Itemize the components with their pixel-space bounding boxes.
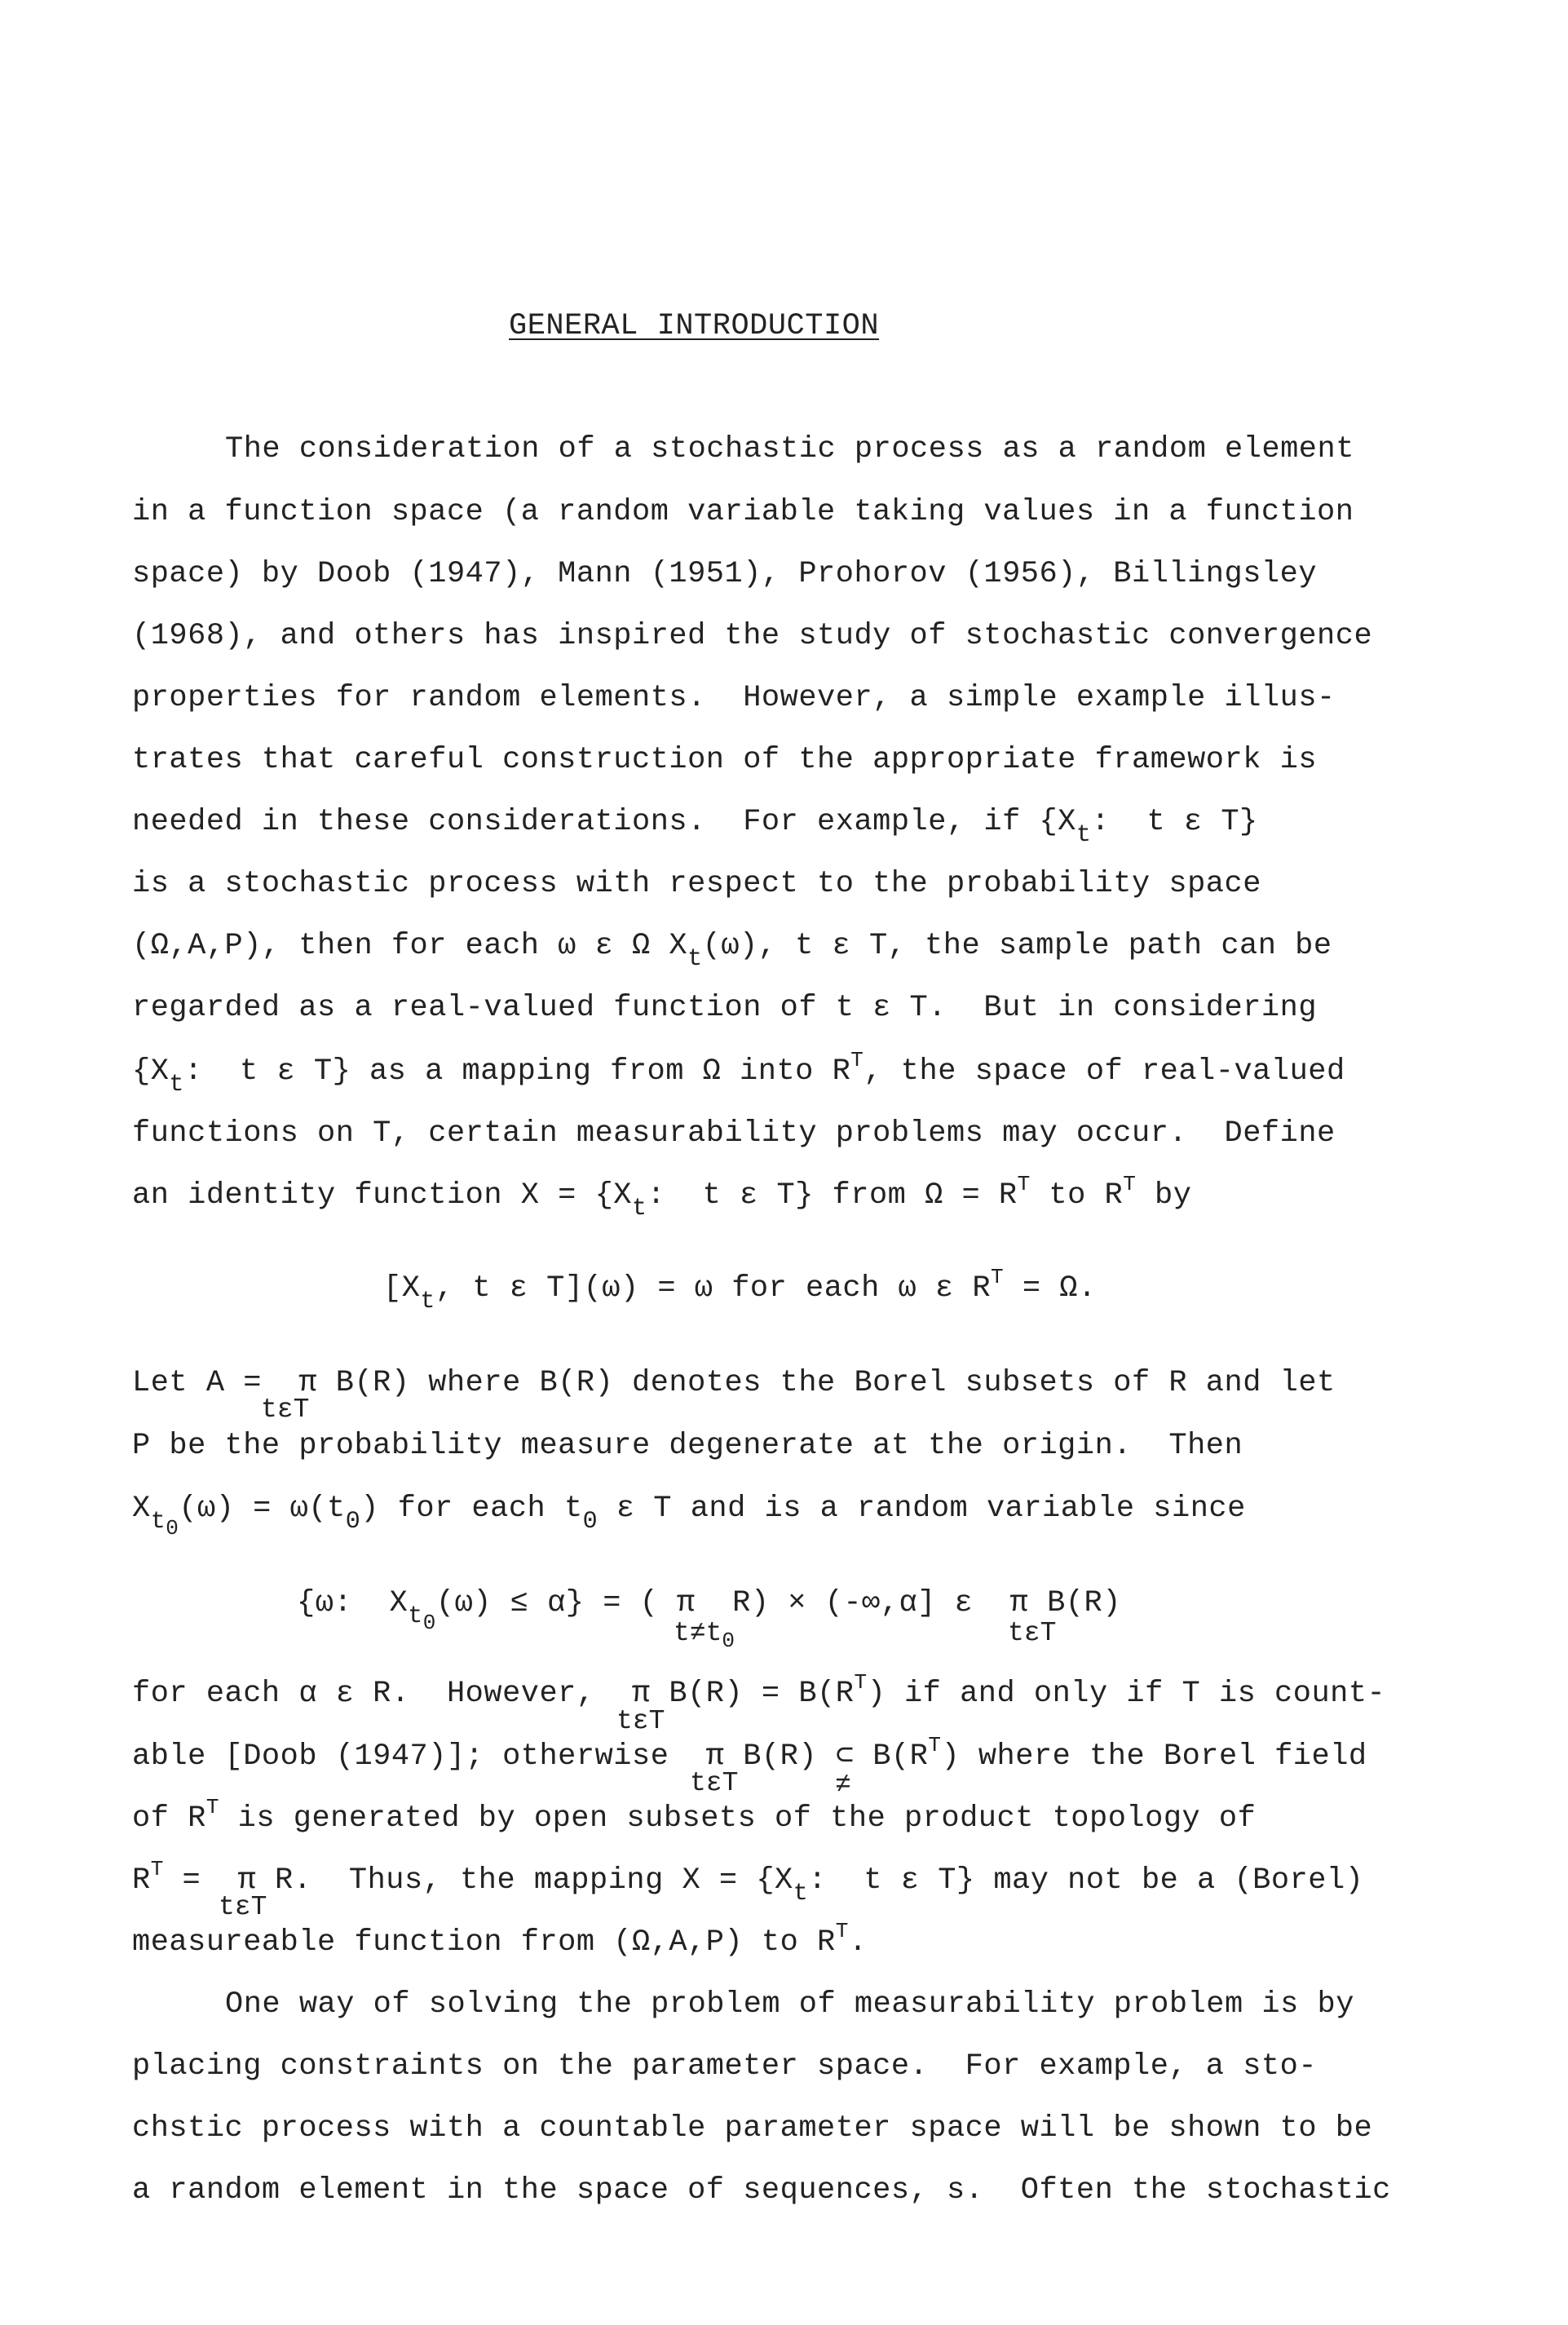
paragraph-1-line-9: (Ω,A,P), then for each ω ε Ω $X_t(\omega)$, t ε T, the sample path can be bbox=[132, 929, 1332, 973]
product-index-tεT-5: tεT bbox=[219, 1892, 267, 1922]
product-index-tεT-1: tεT bbox=[261, 1395, 310, 1425]
paragraph-2-line-2: P be the probability measure degenerate at the origin. Then bbox=[132, 1429, 1243, 1463]
paragraph-1-line-1: The consideration of a stochastic process as a random element bbox=[225, 432, 1354, 466]
product-index-tεT-3: tεT bbox=[616, 1706, 665, 1736]
paragraph-3-line-1: for each α ε R. However, π $B(R) = B(R^T)$ if and only if T is count- bbox=[132, 1670, 1386, 1711]
paragraph-3-line-2: able [Doob (1947)]; otherwise π B(R) ⊂ $B(R^T)$ where the Borel field bbox=[132, 1733, 1367, 1774]
equation-2: {ω: $X_{t0}(\omega) \le \alpha$} = ( π R) × (-∞,α] ε π B(R) bbox=[297, 1586, 1121, 1635]
paragraph-1-line-2: in a function space (a random variable taking values in a function bbox=[132, 495, 1354, 529]
paragraph-1-line-8: is a stochastic process with respect to the probability space bbox=[132, 867, 1261, 901]
paragraph-2-line-3: $X_{t0}(\omega) = \omega(t_0)$ for each $t_0$ ε T and is a random variable since bbox=[132, 1492, 1246, 1540]
paragraph-4-line-4: a random element in the space of sequences, s. Often the stochastic bbox=[132, 2173, 1391, 2208]
paragraph-1-line-7: needed in these considerations. For example, if {$X_t$: t ε T} bbox=[132, 805, 1258, 849]
paragraph-1-line-3: space) by Doob (1947), Mann (1951), Prohorov (1956), Billingsley bbox=[132, 557, 1318, 591]
paragraph-1-line-11: {$X_t$: t ε T} as a mapping from Ω into $R^T$, the space of real-valued bbox=[132, 1048, 1345, 1098]
page-title: GENERAL INTRODUCTION bbox=[509, 309, 880, 343]
paragraph-1-line-10: regarded as a real-valued function of t ε T. But in considering bbox=[132, 991, 1318, 1025]
paragraph-3-line-3: of $R^T$ is generated by open subsets of the product topology of bbox=[132, 1795, 1257, 1836]
paragraph-1-line-5: properties for random elements. However, a simple example illus- bbox=[132, 681, 1336, 715]
paragraph-4-line-3: chstic process with a countable parameter space will be shown to be bbox=[132, 2111, 1373, 2146]
paragraph-1-line-12: functions on T, certain measurability problems may occur. Define bbox=[132, 1116, 1336, 1151]
product-index-t-neq-t0: $t\ne t_0$ bbox=[674, 1618, 735, 1653]
paragraph-1-line-4: (1968), and others has inspired the study of stochastic convergence bbox=[132, 619, 1373, 653]
product-index-tεT-2: tεT bbox=[1008, 1618, 1057, 1648]
paragraph-2-line-1: Let A = π B(R) where B(R) denotes the Borel subsets of R and let bbox=[132, 1366, 1336, 1400]
product-index-tεT-4: tεT bbox=[690, 1768, 739, 1798]
paragraph-3-line-4: $R^T = \pi$ R. Thus, the mapping $X = \{X_t$: t ε T} may not be a (Borel) bbox=[132, 1857, 1364, 1907]
paragraph-4-line-2: placing constraints on the parameter space. For example, a sto- bbox=[132, 2049, 1318, 2084]
paragraph-1-line-13: an identity function $X = \{X_t$: t ε T} from $\Omega = R^T$ to $R^T$ by bbox=[132, 1172, 1192, 1222]
paragraph-3-line-5: measureable function from (Ω,A,P) to $R^T$. bbox=[132, 1919, 868, 1960]
not-equal-sign: ≠ bbox=[835, 1770, 851, 1800]
paragraph-4-line-1: One way of solving the problem of measurability problem is by bbox=[225, 1987, 1354, 2022]
equation-1: [$X_t$, t ε T](ω) = ω for each ω ε $R^T = \Omega$. bbox=[383, 1265, 1097, 1315]
paragraph-1-line-6: trates that careful construction of the appropriate framework is bbox=[132, 743, 1318, 777]
